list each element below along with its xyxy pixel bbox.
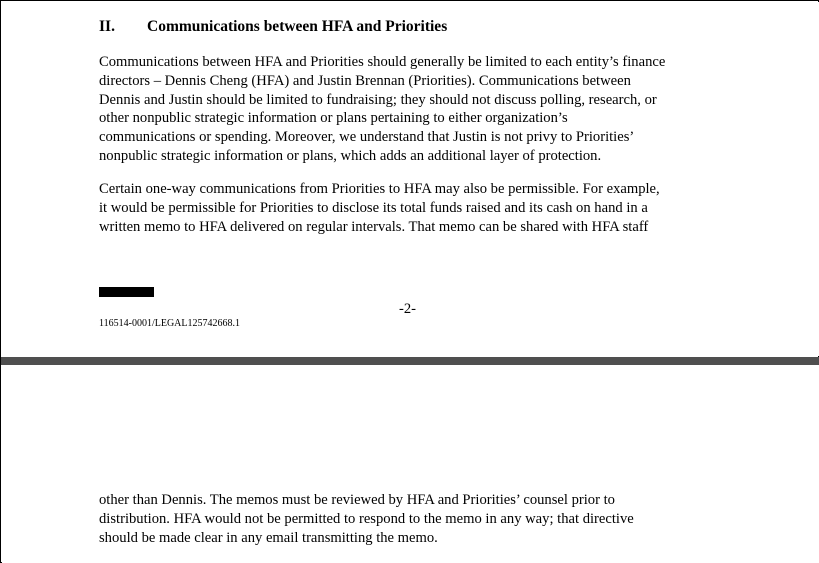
paragraph-line: should be made clear in any email transmitting the memo. <box>99 529 438 546</box>
paragraph-line: written memo to HFA delivered on regular intervals. That memo can be shared with HFA staff <box>99 218 649 235</box>
section-heading <box>99 18 447 36</box>
paragraph-line: Dennis and Justin should be limited to fundraising; they should not discuss polling, research, or <box>99 91 657 108</box>
paragraph-line: communications or spending. Moreover, we understand that Justin is not privy to Priorities’ <box>99 129 635 146</box>
page-2 <box>2 2 819 356</box>
paragraph-line: it would be permissible for Priorities to disclose its total funds raised and its cash on hand in a <box>99 199 648 216</box>
page-number: -2- <box>399 301 417 317</box>
paragraph-line: Certain one-way communications from Priorities to HFA may also be permissible. For example, <box>99 181 660 197</box>
paragraph-line: nonpublic strategic information or plans, which adds an additional layer of protection. <box>99 147 602 164</box>
paragraph-line: distribution. HFA would not be permitted to respond to the memo in any way; that directive <box>99 510 634 527</box>
paragraph-line: other than Dennis. The memos must be reviewed by HFA and Priorities’ counsel prior to <box>99 492 615 508</box>
page-3 <box>2 365 819 563</box>
paragraph-continued <box>99 491 739 547</box>
paragraph-finance-directors <box>99 53 739 166</box>
paragraph-line: directors – Dennis Cheng (HFA) and Justin Brennan (Priorities). Communications between <box>99 72 631 89</box>
paragraph-one-way-communications <box>99 180 739 236</box>
document-id: 116514-0001/LEGAL125742668.1 <box>99 318 241 329</box>
paragraph-line: Communications between HFA and Priorities should generally be limited to each entity’s finance <box>99 54 666 70</box>
section-title: Communications between HFA and Priorities <box>147 18 448 35</box>
paragraph-line: other nonpublic strategic information or plans pertaining to either organization’s <box>99 110 568 127</box>
page-separator <box>1 357 819 365</box>
redaction-bar <box>99 287 154 297</box>
section-number: II. <box>99 18 115 35</box>
